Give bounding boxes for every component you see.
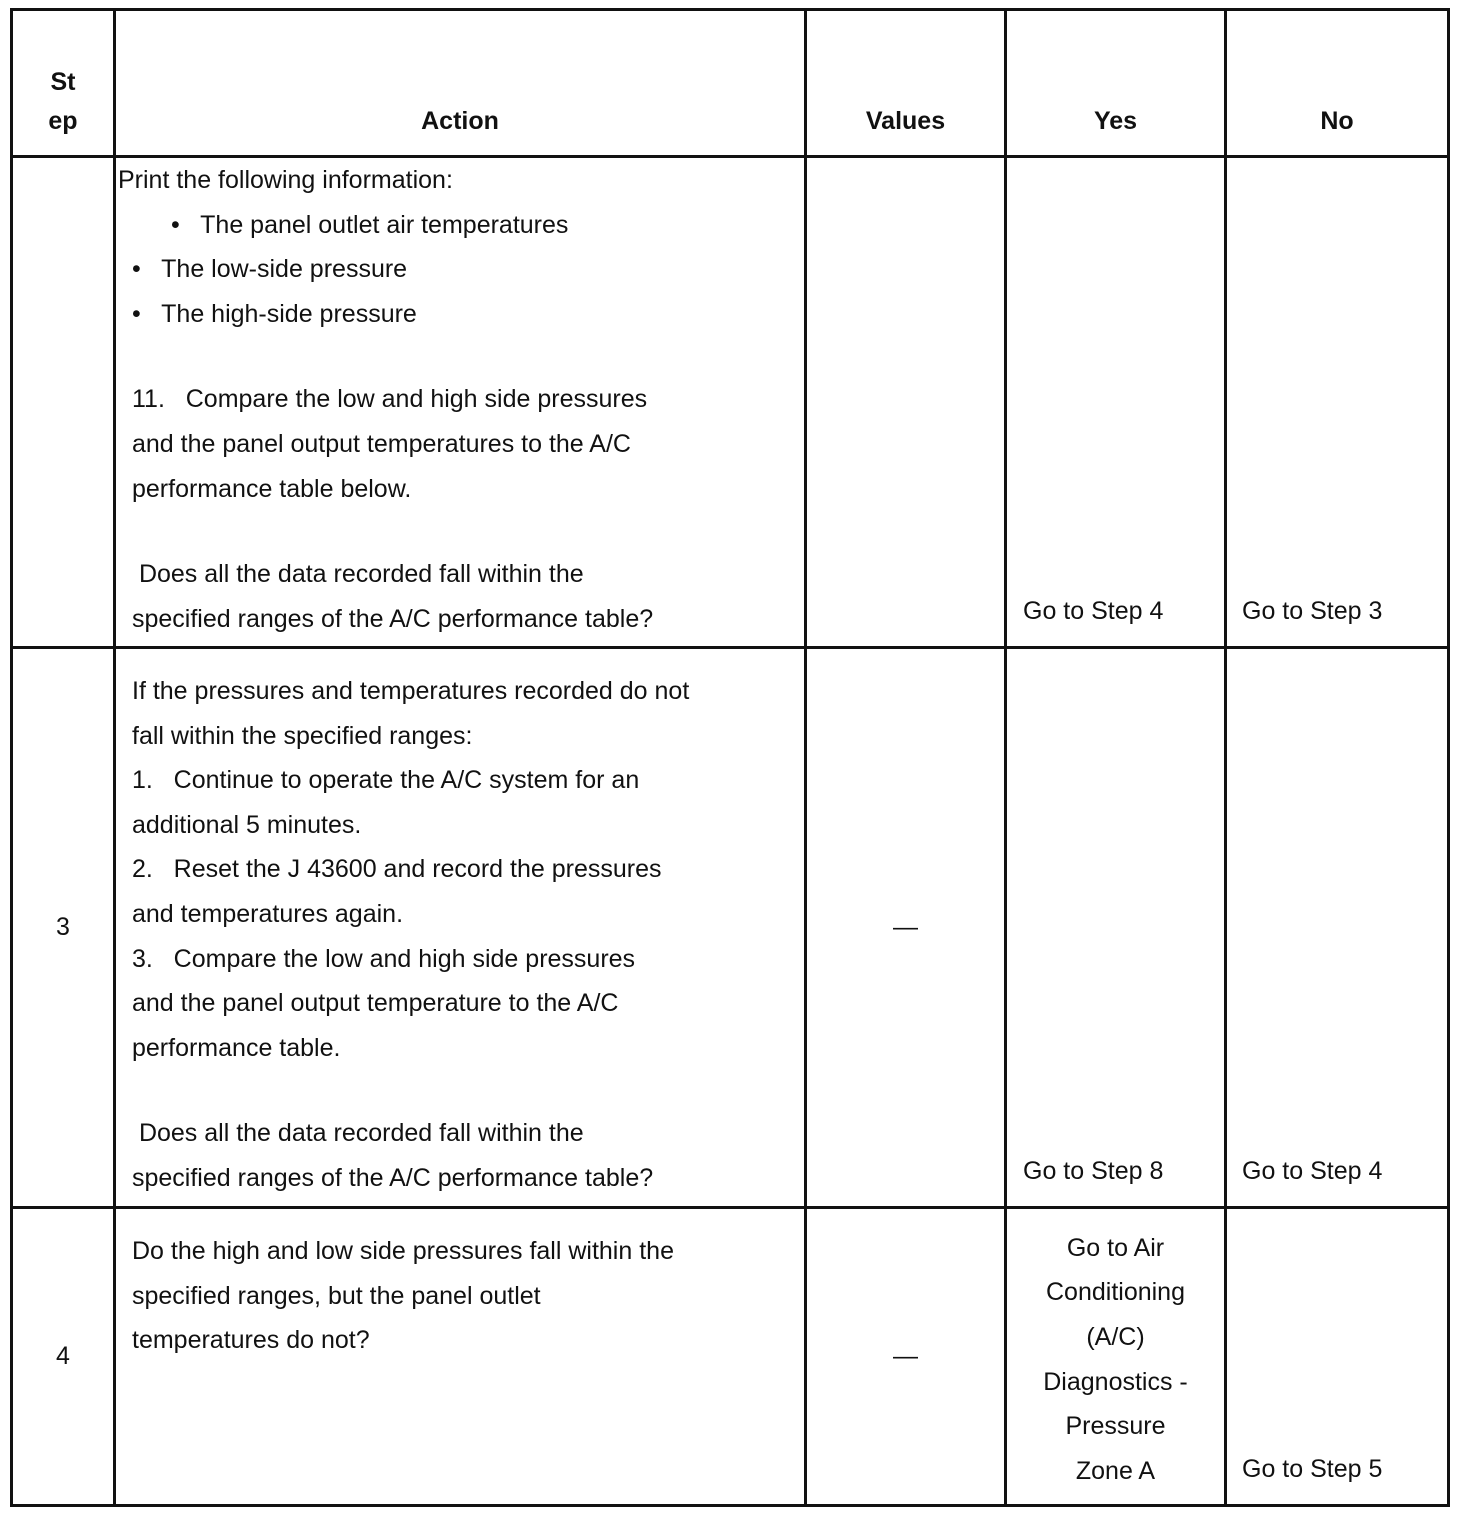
values-cell: — bbox=[806, 1208, 1006, 1506]
action-line: additional 5 minutes. bbox=[132, 810, 362, 839]
yes-line: Pressure bbox=[1065, 1412, 1166, 1441]
action-line: fall within the specified ranges: bbox=[132, 721, 473, 750]
action-cell bbox=[115, 1208, 806, 1506]
header-action: Action bbox=[115, 10, 806, 157]
header-yes: Yes bbox=[1006, 10, 1226, 157]
action-bullet: • The high-side pressure bbox=[132, 299, 417, 328]
yes-cell: Go to Step 8 bbox=[1006, 648, 1226, 1208]
action-line: 2. Reset the J 43600 and record the pressures bbox=[132, 855, 662, 884]
action-line: 1. Continue to operate the A/C system for an bbox=[132, 766, 640, 795]
spacer bbox=[116, 1070, 804, 1111]
yes-line: (A/C) bbox=[1086, 1322, 1145, 1351]
header-row bbox=[12, 10, 1449, 157]
action-line: and the panel output temperature to the A/C bbox=[132, 989, 619, 1018]
step-cell bbox=[12, 157, 115, 648]
action-line: temperatures do not? bbox=[132, 1326, 370, 1355]
no-cell: Go to Step 3 bbox=[1226, 157, 1449, 648]
action-bullet: • The panel outlet air temperatures bbox=[171, 210, 569, 239]
spacer bbox=[116, 511, 804, 552]
action-line: and temperatures again. bbox=[132, 899, 404, 928]
header-step bbox=[12, 10, 115, 157]
action-line: Does all the data recorded fall within the bbox=[132, 1119, 584, 1148]
yes-cell: Go to Step 4 bbox=[1006, 157, 1226, 648]
step-cell: 3 bbox=[12, 648, 115, 1208]
header-values: Values bbox=[806, 10, 1006, 157]
action-line: Do the high and low side pressures fall within the bbox=[132, 1237, 674, 1265]
action-bullet: • The low-side pressure bbox=[132, 255, 408, 284]
action-cell bbox=[115, 648, 806, 1208]
yes-line: Conditioning bbox=[1046, 1278, 1185, 1307]
values-cell bbox=[806, 157, 1006, 648]
action-line: performance table below. bbox=[132, 474, 412, 503]
no-cell: Go to Step 4 bbox=[1226, 648, 1449, 1208]
action-line: 11. Compare the low and high side pressures bbox=[132, 385, 648, 414]
action-line: and the panel output temperatures to the A/C bbox=[132, 429, 631, 458]
yes-line: Go to Air bbox=[1066, 1233, 1165, 1262]
header-step-line2: ep bbox=[48, 107, 78, 135]
table-row bbox=[12, 648, 1449, 1208]
action-line: If the pressures and temperatures recorded do not bbox=[132, 677, 690, 705]
action-line: specified ranges of the A/C performance table? bbox=[132, 604, 654, 633]
action-line: performance table. bbox=[132, 1033, 341, 1062]
action-line: specified ranges of the A/C performance table? bbox=[132, 1163, 654, 1192]
action-cell bbox=[115, 157, 806, 648]
yes-line: Zone A bbox=[1075, 1456, 1156, 1485]
spacer bbox=[116, 336, 804, 377]
yes-line: Diagnostics - bbox=[1043, 1367, 1188, 1396]
diagnostic-table bbox=[10, 8, 1450, 1507]
values-cell: — bbox=[806, 648, 1006, 1208]
action-line: Print the following information: bbox=[118, 166, 453, 194]
no-cell: Go to Step 5 bbox=[1226, 1208, 1449, 1506]
table-row bbox=[12, 1208, 1449, 1506]
step-cell: 4 bbox=[12, 1208, 115, 1506]
action-line: 3. Compare the low and high side pressures bbox=[132, 944, 636, 973]
header-no: No bbox=[1226, 10, 1449, 157]
action-line: specified ranges, but the panel outlet bbox=[132, 1281, 541, 1310]
table-row bbox=[12, 157, 1449, 648]
action-line: Does all the data recorded fall within the bbox=[132, 560, 584, 589]
header-step-line1: St bbox=[50, 68, 76, 96]
yes-cell bbox=[1006, 1208, 1226, 1506]
